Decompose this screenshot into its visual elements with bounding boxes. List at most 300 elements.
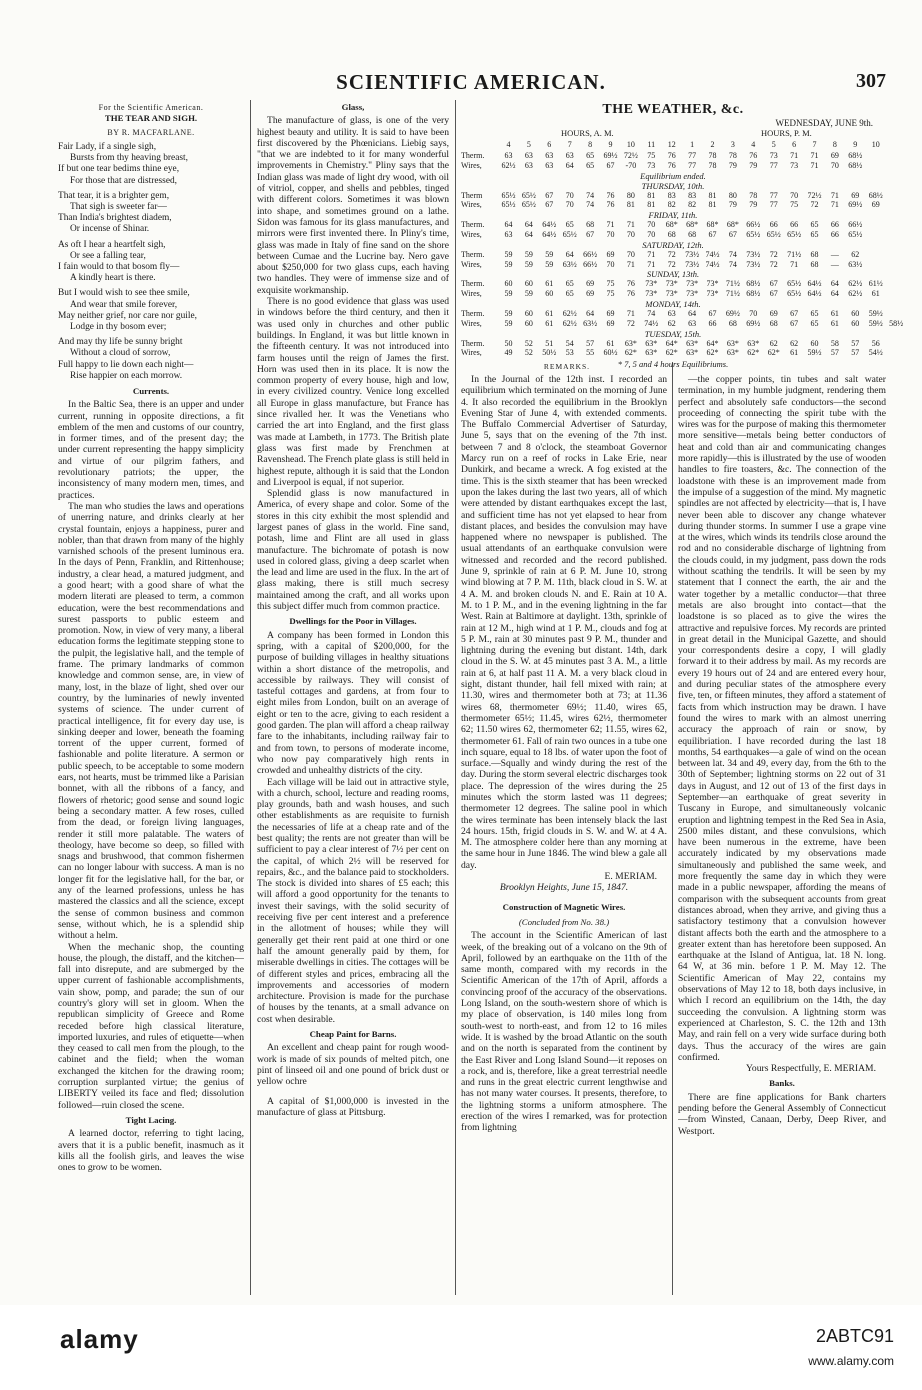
- weather-row-label: Therm.: [461, 308, 485, 318]
- cheap-paint-heading: Cheap Paint for Barns.: [309, 1029, 397, 1040]
- weather-reading: 65: [810, 318, 819, 328]
- weather-row-label: Wires,: [461, 200, 482, 210]
- weather-reading: 63*: [645, 348, 658, 358]
- column-1: [58, 102, 244, 1297]
- weather-reading: —: [830, 259, 839, 269]
- weather-reading: 70: [790, 190, 799, 200]
- weather-reading: 77: [769, 160, 778, 170]
- glass-heading: Glass,: [341, 102, 365, 112]
- weather-reading: 60: [851, 308, 860, 318]
- hour-number: 5: [526, 140, 531, 149]
- weather-reading: 64: [524, 229, 533, 239]
- weather-reading: 66½: [583, 249, 598, 259]
- weather-reading: 69: [606, 308, 615, 318]
- weather-reading: 74: [647, 308, 656, 318]
- weather-reading: 71½: [725, 279, 740, 289]
- magnetic-continued: [678, 374, 886, 1063]
- weather-reading: 61: [871, 289, 880, 299]
- weather-reading: 66: [830, 229, 839, 239]
- dwellings-article: [257, 630, 449, 1025]
- weather-reading: 60: [504, 279, 513, 289]
- weather-reading: 63: [524, 160, 533, 170]
- weather-reading: 68½: [746, 289, 761, 299]
- poem-stanza: [58, 288, 244, 333]
- weather-reading: 59: [504, 289, 513, 299]
- weather-reading: 73*: [645, 289, 658, 299]
- weather-reading: 71½: [787, 249, 802, 259]
- weather-reading: 76: [606, 200, 615, 210]
- hour-number: 12: [667, 140, 676, 149]
- weather-reading: 65: [810, 220, 819, 230]
- weather-reading: 50½: [542, 348, 557, 358]
- weather-row: [461, 348, 885, 358]
- glass-article: [257, 115, 449, 612]
- tight-lacing-text: A learned doctor, referring to tight lacing, avers that it is a public benefit, inasmuch as it kills all the foolish girls, and leaves the wise ones to grow to be women.: [58, 1128, 244, 1174]
- weather-reading: 61: [790, 348, 799, 358]
- weather-reading: 65½: [848, 229, 863, 239]
- hour-number: 5: [771, 140, 776, 149]
- weather-reading: 66: [769, 220, 778, 230]
- weather-reading: 63*: [686, 348, 699, 358]
- weather-reading: 75: [606, 279, 615, 289]
- hour-number: 8: [588, 140, 593, 149]
- weather-reading: 63: [504, 151, 513, 160]
- weather-reading: 71: [606, 220, 615, 230]
- column-5: [678, 374, 886, 1299]
- weather-reading: 54: [565, 338, 574, 348]
- weather-reading: 81: [647, 200, 656, 210]
- weather-reading: 78: [708, 160, 717, 170]
- weather-reading: 50: [504, 338, 513, 348]
- weather-reading: 68: [810, 259, 819, 269]
- weather-reading: 69½: [725, 308, 740, 318]
- weather-reading: 64: [586, 308, 595, 318]
- weather-reading: 63: [565, 151, 574, 160]
- weather-reading: 62*: [624, 348, 637, 358]
- weather-reading: 82: [667, 200, 676, 210]
- weather-reading: 74½: [705, 259, 720, 269]
- weather-reading: 65: [565, 289, 574, 299]
- weather-reading: 64: [830, 289, 839, 299]
- banks-text: There are fine applications for Bank charters pending before the General Assembly of Connecticut—from Winsted, Canaan, Derby, Deep River, and Westport.: [678, 1091, 886, 1137]
- weather-reading: 70: [626, 229, 635, 239]
- weather-reading: 58½: [889, 318, 904, 328]
- weather-reading: 62: [851, 249, 860, 259]
- poem-line: If but one tear bedims thine eye,: [58, 164, 180, 175]
- weather-reading: 73*: [665, 289, 678, 299]
- weather-reading: 79: [749, 200, 758, 210]
- poem-line: Bursts from thy heaving breast,: [70, 153, 188, 164]
- weather-day-label: SATURDAY, 12th.: [642, 239, 704, 250]
- weather-reading: 72: [769, 259, 778, 269]
- weather-reading: 62*: [767, 348, 780, 358]
- weather-reading: 69: [606, 318, 615, 328]
- weather-day-label: FRIDAY, 11th.: [648, 210, 698, 221]
- currents-paragraph: In the Baltic Sea, there is an upper and under current, running in opposite directions, a fit emblem of the men and customs of our country, in former times, and of the present day; the under current representing the happy simplicity and virtue of our pilgrim fathers, and revolutionary patriots; the upper, the inconsistency of many modern men, times, and practices.: [58, 399, 244, 501]
- weather-day-label: SUNDAY, 13th.: [646, 269, 700, 280]
- weather-reading: 66½: [583, 259, 598, 269]
- poem-stanza: [58, 240, 244, 285]
- magnetic-heading: Construction of Magnetic Wires.: [502, 901, 626, 912]
- weather-row: [461, 161, 885, 171]
- currents-heading: Currents.: [132, 385, 170, 396]
- poem-line: But I would wish to see thee smile,: [58, 288, 190, 299]
- weather-reading: 65½: [501, 200, 516, 210]
- weather-reading: 55: [586, 348, 595, 358]
- weather-hours-header: [461, 128, 885, 140]
- weather-reading: 65½: [787, 229, 802, 239]
- weather-reading: 53: [565, 348, 574, 358]
- magnetic-article: [461, 930, 667, 1133]
- weather-reading: 61: [545, 318, 554, 328]
- weather-reading: 57: [830, 348, 839, 358]
- weather-reading: 71: [830, 200, 839, 210]
- currents-paragraph: The man who studies the laws and operations of unerring nature, and drinks clearly at her crystal fountain, enjoys a happiness, purer and nobler, than that drawn from many of the highly varnished schools of the present luminous era. In the days of Penn, Franklin, and Rittenhouse; industry, a clear head, a matured judgment, and a good heart; with a good share of what the modern literati are pleased to term, a common education, were the best recommendations and surest passports to public esteem and promotion. Now, in view of very many, a liberal education forms the legitimate stepping stone to the pulpit, the legislative hall, and the temple of frame. The primary landmarks of common knowledge and common sense, are, in view of many, lost, in the blaze of light, shed over our country, by the luminaries of newly invented systems of science. The under current of practical intelligence, fit for every day use, is sinking deeper and lower, beneath the foaming torrent of the upper current, formed of fashionable and polite literature. A sermon or public speech, to be acceptable to some modern ears, not hearts, must be trimmed like a Parisian bonnet, with all the ribbons of a fancy, and flowers of rhetoric; good sense and sound logic being a secondary matter. A few roses, culled from the dead, or foreign living languages, render it still more palatable. The waters of theology, have become so deep, so filled with snags and brushwood, that common fishermen can no longer labour with success. A man is no longer fit for the legislative hall, for the bar, or any of the learned professions, unless he has mastered the classics and all the science, except the sense of common business and common sense, without which, he is a splendid ship without a helm.: [58, 500, 244, 942]
- weather-reading: 68*: [686, 220, 699, 230]
- weather-reading: 63*: [747, 338, 760, 348]
- poem-line: Fair Lady, if a single sigh,: [58, 141, 157, 152]
- column-rule: [455, 100, 456, 1295]
- weather-reading: 82: [688, 200, 697, 210]
- weather-reading: 81: [647, 190, 656, 200]
- weather-reading: 59½: [807, 348, 822, 358]
- weather-table: [461, 102, 904, 370]
- weather-reading: 73: [790, 160, 799, 170]
- weather-day-label: MONDAY, 14th.: [645, 298, 701, 309]
- weather-reading: 80: [626, 190, 635, 200]
- weather-row: [461, 279, 885, 289]
- weather-reading: 60½: [603, 348, 618, 358]
- weather-reading: 78: [728, 151, 737, 160]
- hour-number: 4: [506, 140, 511, 149]
- weather-row: [461, 260, 885, 270]
- magnetic-paragraph: The account in the Scientific American of last week, of the breaking out of a volcano on the 9th of April, followed by an earthquake on the 11th of the same month, compared with my records in the Scientific American of the 17th of April, affords a convincing proof of the accuracy of the observations. Long Island, on the south-western shore of which is my place of observation, is 140 miles long from south-west to north-east, and from 12 to 16 miles wide. It is washed by the broad Atlantic on the south and on the north is separated from the continent by the East River and Long Island Sound—it reposes on a rock, and is, therefore, like a great terrestrial needle and runs in the great electric current lengthwise and has not many water courses. It presents, therefore, to the lightning storms a uniform atmosphere. The erection of the wires I remarked, was for protection from lightning: [461, 930, 667, 1134]
- weather-reading: 72: [769, 249, 778, 259]
- column-rule: [250, 100, 251, 1295]
- weather-reading: 51: [545, 338, 554, 348]
- weather-row: [461, 318, 904, 329]
- weather-reading: 71: [626, 308, 635, 318]
- weather-title: THE WEATHER, &c.: [602, 102, 744, 117]
- banks-heading: Banks.: [769, 1078, 795, 1089]
- weather-reading: 66½: [746, 220, 761, 230]
- weather-reading: 68*: [665, 220, 678, 230]
- column-4: [461, 374, 667, 1299]
- weather-reading: 67: [790, 308, 799, 318]
- weather-row-label: Wires,: [461, 160, 482, 170]
- weather-reading: 81: [708, 200, 717, 210]
- weather-reading: 67: [545, 190, 554, 200]
- column-rule: [672, 362, 673, 1295]
- weather-reading: 59½: [868, 318, 883, 328]
- weather-reading: 63½: [848, 259, 863, 269]
- dwellings-paragraph: A company has been formed in London this spring, with a capital of $200,000, for the purpose of building villages in healthy situations within a short distance of the metropolis, and accessible by railways. They will consist of tasteful cottages and gardens, at from four to eight miles from London, built on an average of eight or ten to the acre, giving to each resident a good garden. The plan will afford a cheap railway fare to the inhabitants, including railway fair to and from town, to persons of moderate income, who now pay comparatively high rents in crowded and unhealthy districts of the city.: [257, 629, 449, 777]
- weather-reading: 60: [810, 338, 819, 348]
- weather-reading: 68: [769, 318, 778, 328]
- weather-reading: 74: [728, 249, 737, 259]
- hour-number: 10: [871, 140, 880, 149]
- weather-reading: 79: [749, 160, 758, 170]
- weather-reading: 73*: [686, 279, 699, 289]
- weather-reading: 73*: [706, 289, 719, 299]
- weather-reading: 61: [606, 338, 615, 348]
- weather-reading: 62*: [665, 348, 678, 358]
- hour-number: 7: [812, 140, 817, 149]
- weather-reading: 68: [810, 249, 819, 259]
- weather-reading: 72: [626, 318, 635, 328]
- weather-row: [461, 230, 885, 240]
- weather-reading: 73: [647, 160, 656, 170]
- poem-line: That tear, it is a brighter gem,: [58, 190, 170, 201]
- weather-reading: 76: [606, 190, 615, 200]
- glass-paragraph: Splendid glass is now manufactured in America, of every shape and color. Some of the stores in this city exhibit the most splendid and largest panes of glass in the world. Fine sand, potash, lime and Flint are all used in glass manufacture. The bichromate of potash is now used in colored glass, giving a deep scarlet when the lead and lime are used in the flux. In the art of glass making, there is still much secresy maintained among the craft, and all works upon this subject differ much from common practice.: [257, 488, 449, 613]
- magnetic-subheading: (Concluded from No. 38.): [518, 916, 610, 927]
- poem-stanza: [58, 191, 244, 236]
- weather-reading: 62½: [848, 279, 863, 289]
- weather-reading: 73½: [746, 259, 761, 269]
- remarks-heading: REMARKS.: [543, 362, 591, 371]
- weather-reading: 67: [708, 308, 717, 318]
- poem-body: [58, 142, 244, 382]
- weather-reading: 62½: [562, 308, 577, 318]
- weather-reading: 71: [790, 259, 799, 269]
- col5-paragraph: —the copper points, tin tubes and salt water termination, in my humble judgment, rendering them perfect and absolutely safe conductors—the second proceeding of connecting the spirit tube with the wires was for the purpose of making this thermometer more sensitive—metals being better conductors of heat and cold than air and communicating changes more rapidly—this is illustrated by the use of wooden handles to fire toasters, &c. The connection of the loadstone with these is an improvement made from the impulse of a suggestion of the mind. My magnetic spindles are not affected by electricity—that is, I have never been able to discover any change whatever during thunder storms. In summer I use a grape vine at the wires, which winds its tendrils close around the rod and no considerable discharge of lightning from the clouds could, in my judgment, pass down the rods without scathing the tendrils. It will be seen by my statement that I connect the earth, the air and the water together by a metallic conductor—that three metals are also brought into contact—that the loadstone is so placed as to give the wires the attractive and repulsive forces. My records are printed in great detail in the Municipal Gazette, and should your correspondents desire a copy, I will gladly forward it to their address by mail. As my records are every 19 hours out of 24 and are entered every hour, and during peculiar states of the atmosphere every five, ten, or fifteen minutes, they afford a statement of facts from which instruction may be drawn. I have found the wires to mark with an almost unerring accuracy the approach of rain or snow, by equilibriation. I have recorded during the last 18 months, 54 earthquakes—a gale of wind on the ocean between lat. 34 and 49, every day, from the 6th to the 30th of September; lightning storms on 22 out of 31 days in August, and 12 out of 13 of the first days in September—an earthquake of great severity in Tuscany in Europe, and simultaneously volcanic eruption and lightning tempest in the Red Sea in Asia, 2500 miles distant, and these convulsions, which have been numerous in the extreme, have been accurately indicated by my observations made simultaneously and published the same week, and more frequently the same day in which they were made in a public newspaper, affording the means of comparison with the subsequent accounts from great distances abroad, when they arrive, and giving thus a satisfactory testimony that a convulsion however distant affects both the earth and the atmosphere to a greater extent than has heretofore been supposed. An earthquake at the Island of Antigua, lat. 18 N. long. 64 W, at 36 min. before 1 P. M. May 12. The Scientific American of May 22, contains my observations of May 12 to 18, both days inclusive, in which I record an equilibrium on the 14th, the day succeeding the convulsion. A lightning storm was experienced at Charleston, S. C. the 12th and 13th May, and rain fell on a very wide surface during both days. Thus the accuracy of the wires are gain confirmed.: [678, 374, 886, 1063]
- weather-row: [461, 151, 885, 161]
- weather-reading: 63*: [726, 338, 739, 348]
- weather-reading: 60: [524, 308, 533, 318]
- poem-line: That sigh is sweeter far—: [70, 201, 167, 212]
- stock-image-id: 2ABTC91: [815, 1326, 894, 1346]
- weather-reading: 68*: [706, 220, 719, 230]
- weather-reading: 57: [851, 348, 860, 358]
- weather-reading: 63*: [624, 338, 637, 348]
- weather-reading: 68½: [848, 160, 863, 170]
- weather-reading: 78: [749, 190, 758, 200]
- weather-reading: 62: [667, 318, 676, 328]
- weather-reading: 70: [647, 229, 656, 239]
- weather-reading: 83: [667, 190, 676, 200]
- weather-reading: 60: [524, 318, 533, 328]
- weather-reading: 62½: [501, 160, 516, 170]
- weather-reading: 69: [871, 200, 880, 210]
- weather-reading: 72: [810, 200, 819, 210]
- weather-row-label: Wires,: [461, 348, 482, 358]
- weather-row-label: Wires,: [461, 289, 482, 299]
- weather-reading: 60: [524, 279, 533, 289]
- weather-reading: 63: [545, 151, 554, 160]
- poem-title: THE TEAR AND SIGH.: [104, 113, 198, 124]
- weather-reading: 62½: [562, 318, 577, 328]
- weather-reading: 65: [810, 308, 819, 318]
- weather-reading: 64: [688, 308, 697, 318]
- poem-line: I fain would to that bosom fly—: [58, 261, 180, 272]
- column-2: [257, 102, 449, 1297]
- glass-paragraph: The manufacture of glass, is one of the very highest beauty and utility. It is said to have been first discovered by the Phœnicians. Liebig says, "that we are indebted to it for many wonderful improvements in Chemistry." Pliny says that the Indian glass was made of light dry wood, with oil of vitriol, copper, and shells and pebbles, tinged with different colors. Sometimes it was blown into shape, and sometimes ground on a lathe. Sidon was famous for its glass manufactures, and mirrors were first invented there. In Pliny's time, glass was made in Italy of fine sand on the shore between Cumae and the Lucrine bay. Nero gave about $250,000 for two glass cups, each having two handles. They were of immense size and of exquisite workmanship.: [257, 115, 449, 296]
- hour-number: 11: [647, 140, 656, 149]
- weather-reading: 71: [810, 151, 819, 160]
- weather-reading: 73*: [706, 279, 719, 289]
- weather-reading: 76: [626, 279, 635, 289]
- weather-row-label: Therm.: [461, 279, 485, 289]
- weather-date: WEDNESDAY, JUNE 9th.: [775, 118, 873, 128]
- cheap-paint-text: An excellent and cheap paint for rough wood-work is made of six pounds of melted pitch, one pint of linseed oil and one pound of brick dust or yellow ochre: [257, 1042, 449, 1088]
- weather-day-label: THURSDAY, 10th.: [641, 180, 705, 191]
- weather-reading: 77: [688, 151, 697, 160]
- poem-line: And wear that smile forever,: [70, 299, 178, 310]
- weather-reading: 68: [586, 220, 595, 230]
- weather-row-label: Therm.: [461, 249, 485, 259]
- weather-reading: 73*: [645, 279, 658, 289]
- weather-reading: 76: [667, 151, 676, 160]
- poem-line: Than India's brightest diadem,: [58, 213, 172, 224]
- weather-reading: 66: [790, 220, 799, 230]
- weather-reading: 57: [851, 338, 860, 348]
- weather-days: [461, 151, 904, 358]
- weather-day-label: TUESDAY, 15th.: [644, 328, 702, 339]
- weather-reading: 65½: [521, 190, 536, 200]
- weather-reading: 77: [688, 160, 697, 170]
- weather-reading: 61: [830, 318, 839, 328]
- weather-reading: 68½: [746, 279, 761, 289]
- weather-reading: 59: [504, 249, 513, 259]
- weather-reading: 79: [728, 160, 737, 170]
- weather-reading: 60: [545, 289, 554, 299]
- weather-reading: 71½: [725, 289, 740, 299]
- weather-reading: —: [830, 249, 839, 259]
- weather-reading: 64*: [665, 338, 678, 348]
- weather-reading: 69: [769, 308, 778, 318]
- weather-reading: 70: [606, 229, 615, 239]
- stock-url: www.alamy.com: [808, 1354, 894, 1368]
- remarks-article: [461, 374, 667, 871]
- weather-reading: 74: [586, 200, 595, 210]
- poem-line: Full happy to lie down each night—: [58, 359, 194, 370]
- weather-reading: 64½: [542, 220, 557, 230]
- weather-reading: 52: [524, 338, 533, 348]
- weather-reading: 70: [565, 200, 574, 210]
- weather-reading: 61: [830, 308, 839, 318]
- weather-reading: 70: [749, 308, 758, 318]
- masthead: [56, 70, 886, 94]
- weather-reading: 65½: [787, 279, 802, 289]
- weather-reading: 63: [504, 229, 513, 239]
- weather-reading: 71: [626, 220, 635, 230]
- weather-reading: 73*: [665, 279, 678, 289]
- weather-reading: 68: [728, 318, 737, 328]
- weather-reading: 71: [647, 249, 656, 259]
- weather-reading: 71: [810, 160, 819, 170]
- remarks-paragraph: In the Journal of the 12th inst. I recorded an equilibrium which terminated on the morning of June 4. It also recorded the equilibrium in the Brooklyn Evening Star of June 4, with extended comments. The Buffalo Commercial Advertiser of Saturday, June 5, says that on the evening of the 7th inst. between 7 and 8 o'clock, the steamboat Governor Marcy run on a reef of rocks in Lake Erie, near Dunkirk, and became a wreck. A fog existed at the time. This is the sixth steamer that has been wrecked upon the lakes during the last two years, all of which were attended by distant earthquakes except the last, and sufficient time has not yet elapsed to hear from distant places, and besides the convulsion may have happened where no newspaper is published. The usual attendants of an earthquake convulsion were witnessed and recorded and the record published. June 9, sprinkle of rain at 6 P. M. June 10, strong wind blowing at 7 P. M. 11th, black cloud in S. W. at 4 A. M. and broken clouds N. and E. Rain at 10 A. M. to 1 P. M., and in the evening lightning in the far West. Rain at Baltimore at daylight. 13th, sprinkle of rain at 12 M., high wind at 1 P. M., clouds and fog at 5 P. M., rain at 30 minutes past 9 P. M., thunder and lightning during the evening but distant. 14th, dark cloud in the S. W. at 45 minutes past 3 A. M., a little rain at 6, at half past 11 A. M. a very black cloud in sight, distant thunder, hail fell mixed with rain; at 11.30, wires and thermometer both at 73; at 11.36 wires 68, thermometer 69½; 11.40, wires 65, thermometer 65½; 11.45, wires 62½, thermometer 62; 11.50 wires 62, thermometer 62; 11.55, wires 62, thermometer 61. Fall of rain two ounces in a tube one inch square, equal to 18 lbs. of water upon the foot of surface.—Squally and windy during the rest of the day. During the storm several electric discharges took place. The depression of the wires during the 25 minutes which the storm lasted was 11 degrees; thermometer 12 degrees. The saline pool in which the wires terminate has been intensely black the last 24 hours. 15th, frigid clouds in S. W. and W. at 4 A. M. The atmosphere colder here than any morning at the same hour in June 1846. The wind blew a gale all day.: [461, 374, 667, 871]
- weather-reading: 65: [586, 151, 595, 160]
- weather-reading: 69½: [746, 318, 761, 328]
- weather-reading: 72: [667, 249, 676, 259]
- weather-reading: 62: [769, 338, 778, 348]
- weather-row: [461, 200, 885, 210]
- weather-note: Equilibrium ended.: [640, 170, 706, 181]
- weather-reading: 76: [667, 160, 676, 170]
- weather-reading: 52: [524, 348, 533, 358]
- weather-reading: 75: [647, 151, 656, 160]
- tight-lacing-heading: Tight Lacing.: [125, 1114, 177, 1125]
- weather-reading: 63½: [583, 318, 598, 328]
- weather-reading: 67: [769, 289, 778, 299]
- weather-reading: 65½: [562, 229, 577, 239]
- weather-reading: 74½: [644, 318, 659, 328]
- weather-reading: 63: [545, 160, 554, 170]
- weather-reading: 74: [728, 259, 737, 269]
- weather-reading: 68½: [848, 151, 863, 160]
- weather-row-label: Therm.: [461, 220, 485, 230]
- weather-row-label: Wires,: [461, 229, 482, 239]
- poem-author: BY R. MACFARLANE.: [107, 127, 195, 137]
- weather-reading: 59: [545, 249, 554, 259]
- weather-reading: 64½: [542, 229, 557, 239]
- weather-reading: 59: [504, 259, 513, 269]
- weather-reading: 64: [524, 220, 533, 230]
- weather-reading: 69½: [603, 151, 618, 160]
- weather-reading: 65: [565, 279, 574, 289]
- weather-reading: 71: [647, 259, 656, 269]
- weather-reading: 54½: [868, 348, 883, 358]
- weather-reading: 68½: [868, 190, 883, 200]
- weather-footnote: * 7, 5 and 4 hours Equilibriums.: [617, 359, 729, 370]
- weather-reading: 67: [708, 229, 717, 239]
- poem-line: For those that are distressed,: [70, 175, 178, 186]
- currents-paragraph: When the mechanic shop, the counting house, the plough, the distaff, and the kitchen—fall into disrepute, and are submerged by the upper current of fashionable accomplishments, vain show, pomp, and parade; the sun of our country's glory will set in gloom. When the republican simplicity of Greece and Rome receded before high classical literature, imported luxuries, and rules of etiquette—when they ceased to call men from the plough, to the cabinet and the field; when the woman exchanged the kitchen for the drawing room; corruption surplanted virtue; the genius of LIBERTY veiled its face and fled; dissolution followed—ruin closed the scene.: [58, 941, 244, 1111]
- weather-reading: 70: [830, 160, 839, 170]
- weather-reading: 69½: [848, 200, 863, 210]
- hour-number: 9: [608, 140, 613, 149]
- page-number: 307: [856, 70, 886, 92]
- weather-reading: 63*: [686, 338, 699, 348]
- weather-reading: 70: [626, 249, 635, 259]
- weather-reading: 65½: [501, 190, 516, 200]
- hour-number: 6: [792, 140, 797, 149]
- weather-reading: 61½: [868, 279, 883, 289]
- weather-reading: 57: [586, 338, 595, 348]
- poem-line: As oft I hear a heartfelt sigh,: [58, 239, 166, 250]
- hours-am-label: HOURS, A. M.: [561, 128, 614, 138]
- weather-reading: 75: [606, 289, 615, 299]
- weather-reading: 69: [851, 190, 860, 200]
- weather-reading: 67: [769, 279, 778, 289]
- weather-reading: 65: [565, 220, 574, 230]
- weather-reading: 63*: [726, 348, 739, 358]
- weather-reading: 58: [830, 338, 839, 348]
- poem-stanza: [58, 142, 244, 187]
- weather-reading: 73*: [686, 289, 699, 299]
- weather-row: [461, 191, 885, 201]
- poem-line: Or incense of Shinar.: [70, 224, 150, 235]
- col5-signature: Yours Respectfully, E. MERIAM.: [745, 1063, 876, 1075]
- weather-reading: 61: [545, 308, 554, 318]
- weather-reading: 70: [606, 259, 615, 269]
- weather-reading: 67: [606, 160, 615, 170]
- weather-reading: 62½: [848, 289, 863, 299]
- weather-reading: 66: [708, 318, 717, 328]
- weather-reading: 62: [790, 338, 799, 348]
- remarks-signature: E. MERIAM.: [604, 871, 657, 883]
- hour-number: 10: [626, 140, 635, 149]
- weather-reading: 63*: [645, 338, 658, 348]
- poem-line: A kindly heart is there.: [70, 273, 156, 284]
- weather-reading: 59: [504, 308, 513, 318]
- weather-reading: 73½: [685, 249, 700, 259]
- poem-credit: For the Scientific American.: [98, 103, 204, 112]
- hour-number: 8: [832, 140, 837, 149]
- weather-reading: 64½: [807, 279, 822, 289]
- weather-reading: 65: [810, 229, 819, 239]
